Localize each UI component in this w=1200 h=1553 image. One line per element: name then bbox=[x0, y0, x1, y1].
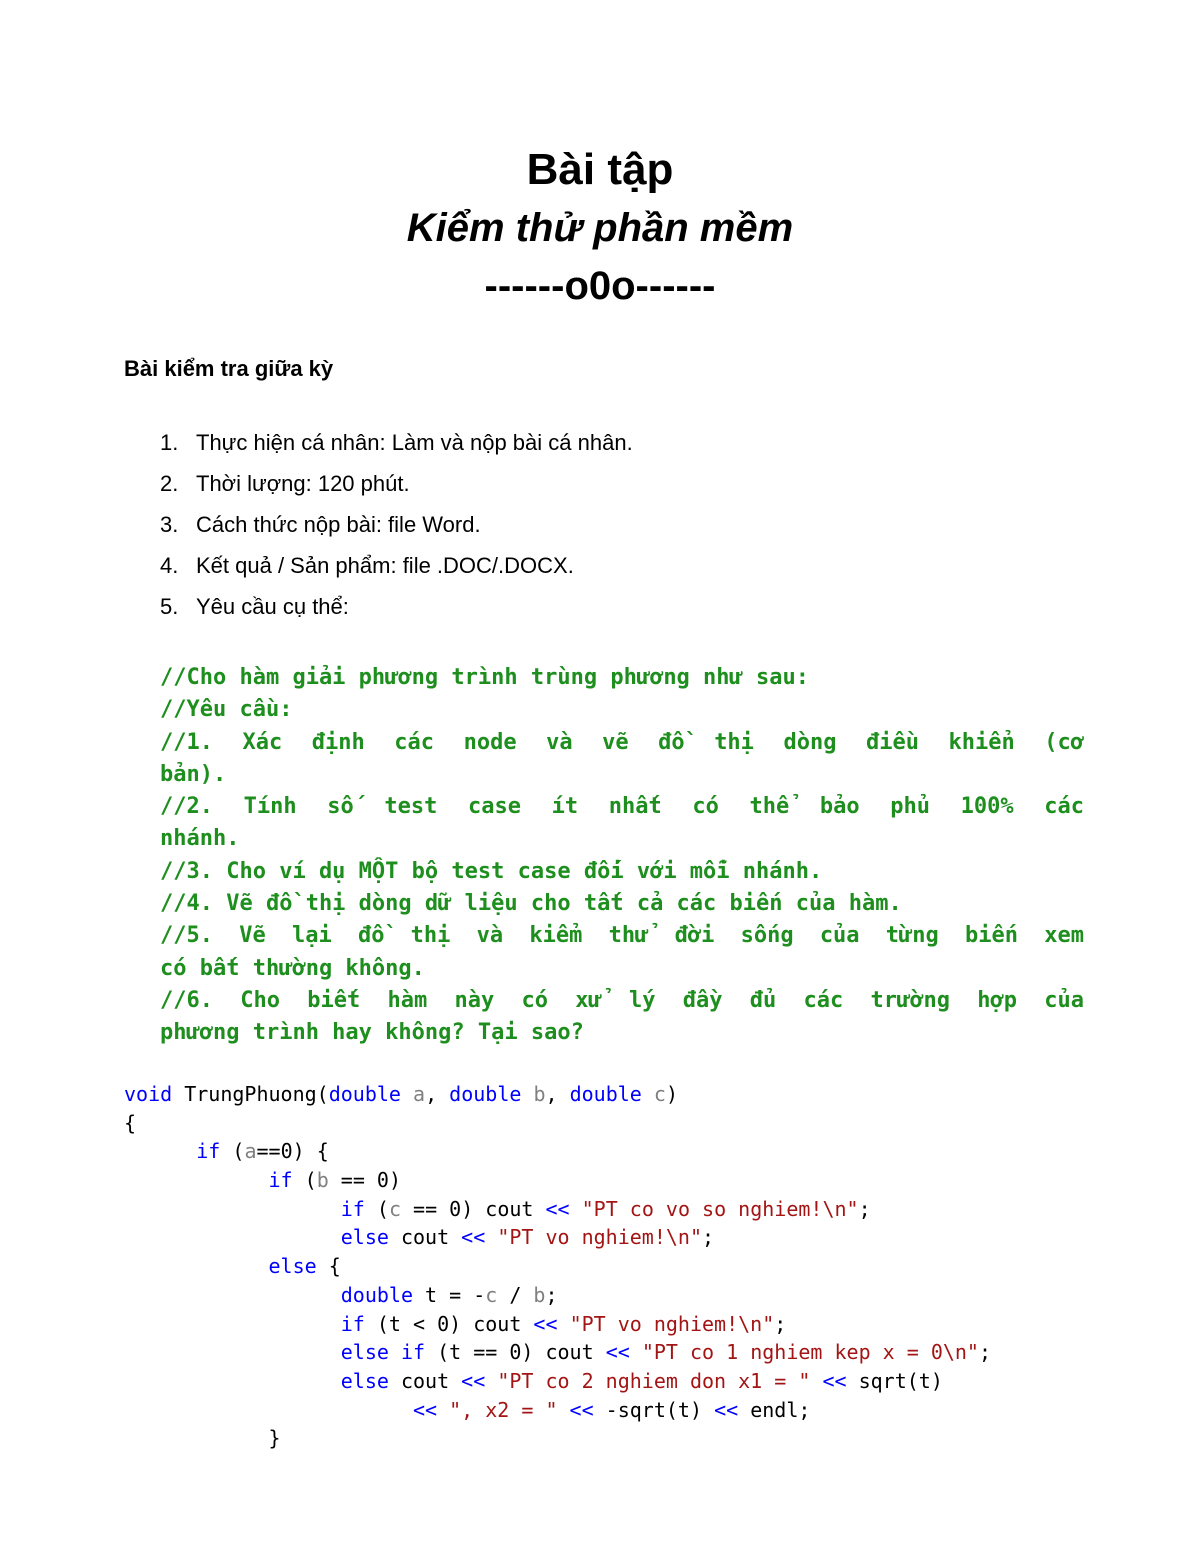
code-keyword: void bbox=[124, 1082, 173, 1106]
code-keyword: else bbox=[340, 1340, 389, 1365]
code-text: ( bbox=[364, 1196, 389, 1221]
code-parameter: a bbox=[244, 1139, 257, 1164]
code-keyword: if bbox=[340, 1196, 365, 1221]
code-string: "PT co vo so nghiem!\n" bbox=[581, 1196, 859, 1221]
code-keyword: if bbox=[400, 1340, 426, 1365]
code-text: cout bbox=[388, 1225, 462, 1250]
code-text bbox=[558, 1398, 570, 1422]
code-text bbox=[401, 1082, 413, 1106]
list-item bbox=[160, 510, 633, 551]
code-text bbox=[124, 1340, 341, 1364]
requirements-list bbox=[160, 428, 633, 633]
code-text: , bbox=[425, 1082, 450, 1106]
task-line: bản). bbox=[160, 761, 227, 787]
list-item-text: Yêu cầu cụ thể: bbox=[196, 594, 349, 619]
code-keyword: if bbox=[268, 1168, 293, 1193]
list-item-text: Kết quả / Sản phẩm: file .DOC/.DOCX. bbox=[196, 553, 574, 578]
code-text: / bbox=[497, 1282, 534, 1307]
code-text bbox=[124, 1369, 341, 1393]
code-text bbox=[124, 1139, 196, 1163]
code-text: t = - bbox=[413, 1282, 486, 1307]
code-line bbox=[124, 1396, 991, 1425]
code-text bbox=[124, 1168, 269, 1192]
task-block bbox=[160, 662, 1084, 1050]
task-line: //3. Cho ví dụ MỘT bộ test case đối với mỗi nhánh. bbox=[160, 858, 823, 884]
code-text: ; bbox=[774, 1311, 787, 1336]
section-heading: Bài kiểm tra giữa kỳ bbox=[124, 356, 334, 381]
code-line bbox=[124, 1252, 991, 1281]
code-text bbox=[521, 1082, 533, 1106]
code-line bbox=[124, 1367, 991, 1396]
code-text: cout bbox=[388, 1368, 462, 1393]
code-keyword: double bbox=[449, 1082, 522, 1106]
code-text: endl; bbox=[738, 1397, 811, 1422]
list-item-number: 4. bbox=[160, 553, 179, 578]
code-text bbox=[642, 1082, 654, 1106]
code-line bbox=[124, 1080, 991, 1109]
task-line: //6. Cho biết hàm này có xử lý đầy đủ các trường hợp của bbox=[160, 987, 1084, 1013]
code-text: sqrt(t) bbox=[846, 1368, 943, 1393]
code-text: ; bbox=[545, 1282, 558, 1307]
code-line bbox=[124, 1137, 991, 1166]
code-line bbox=[124, 1281, 991, 1310]
task-line: //1. Xác định các node và vẽ đồ thị dòng điều khiển (cơ bbox=[160, 729, 1084, 755]
list-item-text: Thời lượng: 120 phút. bbox=[196, 471, 410, 496]
code-text: , bbox=[545, 1082, 570, 1106]
list-item bbox=[160, 592, 633, 633]
code-text: -sqrt(t) bbox=[593, 1397, 715, 1422]
code-text: ( bbox=[220, 1139, 245, 1164]
code-text bbox=[124, 1197, 341, 1221]
code-line bbox=[124, 1195, 991, 1224]
list-item bbox=[160, 469, 633, 510]
code-text: { bbox=[124, 1110, 137, 1135]
list-item-number: 2. bbox=[160, 471, 179, 496]
code-keyword: << bbox=[533, 1311, 558, 1336]
list-item-number: 1. bbox=[160, 430, 179, 455]
code-text bbox=[124, 1398, 413, 1422]
list-item-text: Cách thức nộp bài: file Word. bbox=[196, 512, 481, 537]
code-text: == 0) bbox=[328, 1168, 401, 1193]
code-line bbox=[124, 1424, 991, 1453]
list-item-number: 3. bbox=[160, 512, 179, 537]
code-string: "PT co 2 nghiem don x1 = " bbox=[497, 1368, 811, 1393]
code-keyword: << bbox=[714, 1397, 739, 1422]
document-title: Bài tập bbox=[526, 145, 674, 194]
code-line bbox=[124, 1166, 991, 1195]
code-text bbox=[124, 1254, 269, 1278]
code-keyword: << bbox=[412, 1397, 438, 1422]
code-text bbox=[485, 1369, 497, 1393]
code-string: "PT vo nghiem!\n" bbox=[497, 1225, 703, 1250]
code-block bbox=[124, 1080, 991, 1453]
code-parameter: c bbox=[388, 1196, 401, 1221]
code-string: ", x2 = " bbox=[449, 1397, 558, 1422]
task-line: //5. Vẽ lại đồ thị và kiểm thử đời sống của từng biến xem bbox=[160, 923, 1084, 949]
code-text bbox=[124, 1312, 341, 1336]
code-text: ) bbox=[665, 1082, 678, 1106]
task-line: //Cho hàm giải phương trình trùng phương như sau: bbox=[160, 665, 810, 690]
code-parameter: b bbox=[533, 1282, 546, 1307]
task-line: phương trình hay không? Tại sao? bbox=[160, 1020, 584, 1046]
code-text bbox=[558, 1312, 570, 1336]
code-parameter: b bbox=[533, 1082, 546, 1106]
list-item bbox=[160, 551, 633, 592]
code-parameter: c bbox=[653, 1082, 666, 1106]
code-text: ; bbox=[858, 1196, 871, 1221]
code-text bbox=[389, 1340, 401, 1364]
code-text: } bbox=[124, 1426, 281, 1451]
document-subtitle: Kiểm thử phần mềm bbox=[406, 206, 794, 250]
code-keyword: << bbox=[822, 1368, 847, 1393]
list-item-text: Thực hiện cá nhân: Làm và nộp bài cá nhân. bbox=[196, 430, 633, 455]
code-text bbox=[485, 1225, 497, 1249]
code-keyword: << bbox=[569, 1397, 594, 1422]
code-text bbox=[810, 1369, 822, 1393]
code-keyword: << bbox=[605, 1340, 630, 1365]
code-keyword: else bbox=[268, 1254, 317, 1279]
code-keyword: double bbox=[328, 1082, 401, 1106]
code-parameter: c bbox=[485, 1282, 498, 1307]
code-keyword: << bbox=[461, 1368, 486, 1393]
code-text: ==0) { bbox=[256, 1139, 329, 1164]
code-text: TrungPhuong( bbox=[172, 1082, 329, 1106]
code-line bbox=[124, 1223, 991, 1252]
task-line: //4. Vẽ đồ thị dòng dữ liệu cho tất cả các biến của hàm. bbox=[160, 891, 902, 917]
task-line: nhánh. bbox=[160, 826, 240, 852]
code-keyword: << bbox=[461, 1225, 486, 1250]
code-text: (t == 0) cout bbox=[425, 1340, 606, 1365]
code-text: (t < 0) cout bbox=[364, 1311, 534, 1336]
code-text: ; bbox=[702, 1225, 715, 1250]
code-keyword: else bbox=[340, 1225, 389, 1250]
code-text bbox=[124, 1283, 341, 1307]
code-parameter: a bbox=[413, 1082, 426, 1106]
code-text: ; bbox=[978, 1340, 992, 1365]
code-text bbox=[630, 1340, 642, 1364]
list-item bbox=[160, 428, 633, 469]
code-keyword: double bbox=[340, 1282, 413, 1307]
code-string: "PT vo nghiem!\n" bbox=[569, 1311, 775, 1336]
code-keyword: if bbox=[340, 1311, 365, 1336]
code-keyword: if bbox=[196, 1139, 221, 1164]
code-text: { bbox=[316, 1254, 341, 1279]
code-string: "PT co 1 nghiem kep x = 0\n" bbox=[641, 1340, 979, 1365]
code-keyword: double bbox=[569, 1082, 642, 1106]
list-item-number: 5. bbox=[160, 594, 179, 619]
task-line: có bất thường không. bbox=[160, 955, 425, 981]
code-text bbox=[570, 1197, 582, 1221]
code-text bbox=[124, 1225, 341, 1249]
task-line: //Yêu cầu: bbox=[160, 697, 293, 723]
code-text: ( bbox=[292, 1168, 317, 1193]
code-keyword: else bbox=[340, 1368, 389, 1393]
code-text bbox=[437, 1398, 449, 1422]
code-line bbox=[124, 1109, 991, 1138]
code-parameter: b bbox=[316, 1168, 329, 1193]
code-line bbox=[124, 1338, 991, 1367]
title-block bbox=[0, 140, 1200, 316]
task-line: //2. Tính số test case ít nhất có thể bảo phủ 100% các bbox=[160, 794, 1084, 820]
title-separator: ------o0o------ bbox=[484, 264, 716, 308]
code-line bbox=[124, 1310, 991, 1339]
code-keyword: << bbox=[545, 1196, 570, 1221]
code-text: == 0) cout bbox=[400, 1196, 546, 1221]
